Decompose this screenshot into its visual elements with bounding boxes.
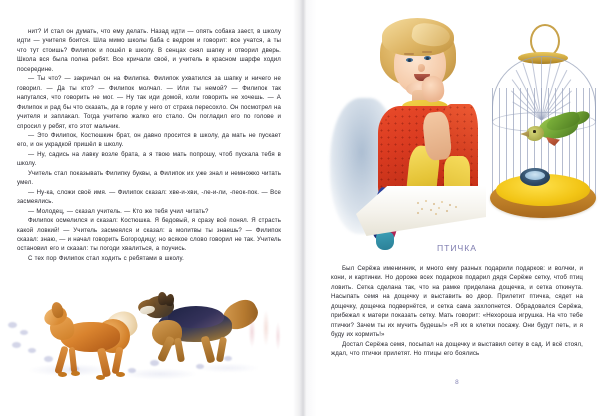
- dog-leg: [69, 347, 78, 373]
- left-page-text-column: [17, 27, 281, 263]
- bird-feet: [546, 137, 560, 146]
- boy-with-birdcage-illustration: [304, 6, 600, 242]
- left-page: [0, 0, 296, 416]
- two-dogs-in-snow-illustration: [0, 296, 296, 416]
- pawprint-icon: [12, 342, 21, 348]
- right-page-text-column: [331, 264, 583, 359]
- dry-grass-twig: [236, 302, 290, 372]
- pawprint-icon: [28, 348, 36, 353]
- story-title: ПТИЧКА: [436, 243, 478, 253]
- bird-beak: [520, 131, 529, 137]
- cage-bar: [499, 88, 500, 198]
- dog-leg: [54, 346, 68, 375]
- paragraph: — Ну, садись на лавку возле брата, а я твою мать попрошу, чтоб пускала тебя в школу.: [17, 150, 281, 168]
- paragraph: нит? И стал он думать, что ему делать. Назад идти — опять собака заест, в школу идти — учителя боится. Шла мимо школы баба с ведром и говорит: все учатся, а ты что тут стоишь? Филипок и пошёл в школу. В сенцах снял шапку и отворил дверь. Школа вся была полна ребят. Все кричали своё, и учитель в красном шарфе ходил посередине.: [17, 28, 281, 73]
- paragraph: Был Серёжа именинник, и много ему разных подарили подарков: и волчки, и кони, и картинки. Но дороже всех подарков подарил дядя Серёже сетку, чтоб птиц ловить. Сетка сделана так, что на рамке приделана дощечка, и сетка откинута. Насыпать семя на дощечку и выставить во двор. Прилетит птичка, сядет на дощечку, дощечка подвернётся, и сетка сама захлопнется. Обрадовался Серёжа, прибежал к матери показать сетку. Мать говорит: «Нехороша игрушка. На что тебе птички? Зачем ты их мучить будешь!» «Я их в клетки посажу. Они будут петь, и я буду их кормить!»: [331, 265, 583, 339]
- ginger-dog: [44, 302, 144, 382]
- pawprint-icon: [8, 322, 17, 328]
- birdcage: [490, 28, 596, 236]
- dog-paw: [58, 372, 67, 377]
- paragraph: Достал Серёжа семя, посыпал на дощечку и выставил сетку в сад. И всё стоял, ждал, что птички прилетят. Но птицы его боялись: [331, 340, 583, 358]
- paragraph: — Молодец, — сказал учитель. — Кто же тебя учил читать?: [28, 207, 209, 215]
- dog-paw: [71, 371, 80, 376]
- pawprint-icon: [20, 330, 28, 335]
- paragraph: Учитель стал показывать Филипку буквы, а Филипок их уже знал и немножко читать умел.: [17, 169, 281, 187]
- paragraph: — Ну-ка, сложи своё имя. — Филипок сказал: хве-и-хви, -ле-и-ли, -пеок-пок. — Все засмеялись.: [17, 188, 281, 206]
- paragraph: — Ты что? — закричал он на Филипка. Филипок ухватился за шапку и ничего не говорил. — Да ты кто? — Филипок молчал. — Или ты немой? — Филипок так напугался, что говорить не мог. — Ну так иди домой, коли говорить не хочешь. — А Филипок и рад бы что сказать, да в горле у него от страха пересохло. Он посмотрел на учителя и заплакал. Тогда учителю жалко его стало. Он погладил его по голове и спросил у ребят, кто этот мальчик.: [17, 75, 281, 130]
- paragraph: — Это Филипок, Костюшкин брат, он давно просится в школу, да мать не пускает его, и он украдкой пришёл в школу.: [17, 131, 281, 149]
- cage-bar: [589, 88, 590, 198]
- paragraph: Филипок осмелился и сказал: Костюшка. Я бедовый, я сразу всё понял. Я страсть какой ловкий! — Учитель засмеялся и сказал: а молитвы ты знаешь? — Филипок сказал: знаю, — и начал говорить Богородицу; но всякое слово говорил не так. Учитель остановил его и сказал: ты погоди хвалиться, а поучись.: [17, 217, 281, 253]
- pupil: [426, 57, 429, 60]
- eyebrow: [422, 51, 432, 53]
- dog-leg: [216, 337, 227, 363]
- scattered-seeds: [412, 198, 462, 218]
- dog-paw: [116, 372, 125, 377]
- green-bird: [520, 112, 586, 156]
- pupil: [408, 59, 411, 62]
- paragraph: С тех пор Филипок стал ходить с ребятами в школу.: [28, 254, 184, 262]
- bird-eye: [533, 130, 536, 133]
- eyebrow: [404, 53, 414, 55]
- dog-paw: [96, 375, 105, 380]
- bowl-water-surface: [525, 171, 545, 180]
- page-number: 8: [455, 379, 459, 386]
